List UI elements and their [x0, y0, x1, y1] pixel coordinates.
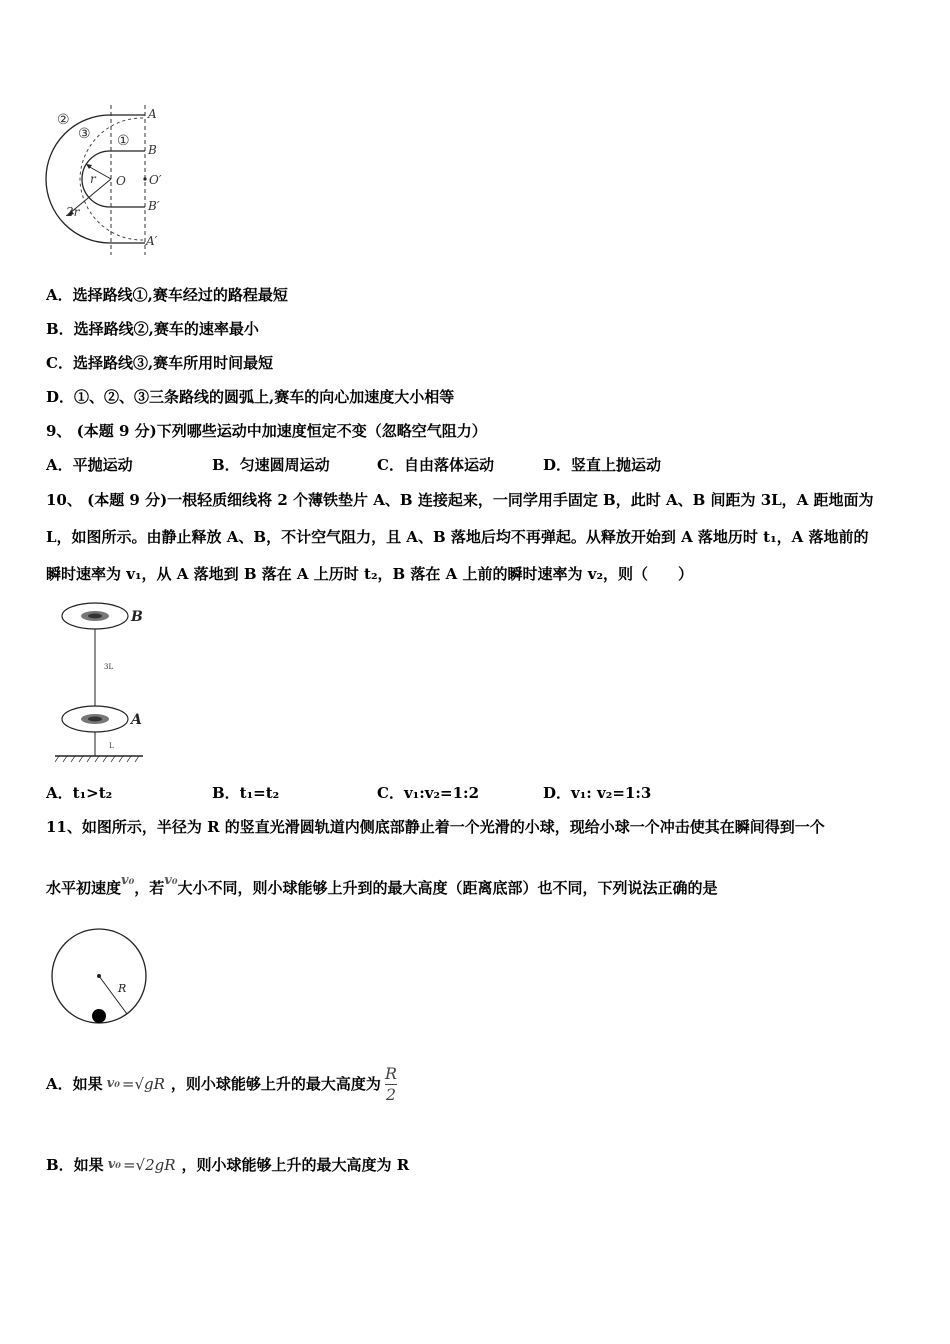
- q11-option-b-prefix: B．如果: [46, 1156, 104, 1174]
- circular-track-figure: [48, 926, 152, 1030]
- q11-option-a-prefix: A．如果: [46, 1075, 103, 1093]
- race-track-figure: [40, 100, 180, 260]
- q10-option-b: B．t₁=t₂: [212, 784, 280, 802]
- label-B-prime: B′: [148, 199, 160, 213]
- q9-option-a: A．平抛运动: [46, 456, 133, 474]
- v0-symbol: v₀: [121, 873, 135, 888]
- fraction-numerator: R: [384, 1063, 397, 1083]
- q10-option-a: A．t₁>t₂: [46, 784, 113, 802]
- q11-text-c: 大小不同，则小球能够上升到的最大高度（距离底部）也不同，下列说法正确的是: [177, 879, 718, 897]
- label-A-prime: A′: [146, 234, 158, 248]
- q10-option-d: D．v₁: v₂=1:3: [543, 784, 652, 802]
- q10-option-c: C．v₁:v₂=1:2: [377, 784, 480, 802]
- label-B: B: [148, 143, 157, 157]
- q11-stem-line-1: 11、如图所示，半径为 R 的竖直光滑圆轨道内侧底部静止着一个光滑的小球，现给小球一个冲击使其在瞬间得到一个: [46, 818, 825, 836]
- radius-label-R: R: [118, 982, 127, 995]
- q11-stem-line-2: [46, 873, 718, 901]
- q10-stem-line-1: 10、 (本题 9 分)一根轻质细线将 2 个薄铁垫片 A、B 连接起来，一同学用手固定 B，此时 A、B 间距为 3L，A 距地面为: [46, 491, 874, 509]
- q9-stem: 9、 (本题 9 分)下列哪些运动中加速度恒定不变（忽略空气阻力）: [46, 422, 487, 440]
- q11-option-b: [46, 1152, 409, 1178]
- label-O-prime: O′: [149, 173, 162, 187]
- v0-symbol: v₀: [107, 1157, 121, 1172]
- q8-option-b: B．选择路线②,赛车的速率最小: [46, 320, 259, 338]
- v0-symbol: v₀: [164, 873, 178, 888]
- washers-figure: [55, 596, 165, 768]
- q9-option-c: C．自由落体运动: [377, 456, 494, 474]
- q11-text-b: ，若: [134, 879, 165, 897]
- q11-option-b-suffix: ，则小球能够上升的最大高度为 R: [181, 1156, 410, 1174]
- q11-text-a: 水平初速度: [46, 879, 122, 897]
- washer-label-B: B: [131, 609, 143, 625]
- q9-option-d: D．竖直上抛运动: [543, 456, 662, 474]
- label-r: r: [90, 172, 96, 186]
- fraction-denominator: 2: [385, 1084, 397, 1104]
- washer-label-A: A: [131, 712, 142, 728]
- distance-label-3L: 3L: [104, 663, 114, 671]
- q10-stem-line-2: L，如图所示。由静止释放 A、B，不计空气阻力，且 A、B 落地后均不再弹起。从释放开始到 A 落地历时 t₁，A 落地前的: [46, 528, 869, 546]
- q11-option-a: [46, 1059, 397, 1109]
- distance-label-L: L: [109, 742, 114, 750]
- v0-symbol: v₀: [106, 1076, 120, 1091]
- label-2r: 2r: [66, 205, 80, 219]
- q8-option-a: A．选择路线①,赛车经过的路程最短: [46, 286, 288, 304]
- label-A: A: [148, 107, 157, 121]
- q11-option-b-equation: =√2gR: [122, 1156, 176, 1174]
- label-route-1: ①: [117, 133, 130, 149]
- label-O: O: [116, 174, 126, 188]
- label-route-3: ③: [78, 126, 91, 142]
- fraction-r-over-2: [385, 1065, 397, 1104]
- q11-option-a-suffix: ，则小球能够上升的最大高度为: [170, 1075, 381, 1093]
- q9-option-b: B．匀速圆周运动: [212, 456, 330, 474]
- q8-option-d: D．①、②、③三条路线的圆弧上,赛车的向心加速度大小相等: [46, 388, 455, 406]
- label-route-2: ②: [57, 112, 70, 128]
- q11-option-a-equation: =√gR: [121, 1075, 165, 1093]
- q8-option-c: C．选择路线③,赛车所用时间最短: [46, 354, 274, 372]
- q10-stem-line-3: 瞬时速率为 v₁，从 A 落地到 B 落在 A 上历时 t₂，B 落在 A 上前的瞬时速率为 v₂，则（ ）: [46, 565, 694, 583]
